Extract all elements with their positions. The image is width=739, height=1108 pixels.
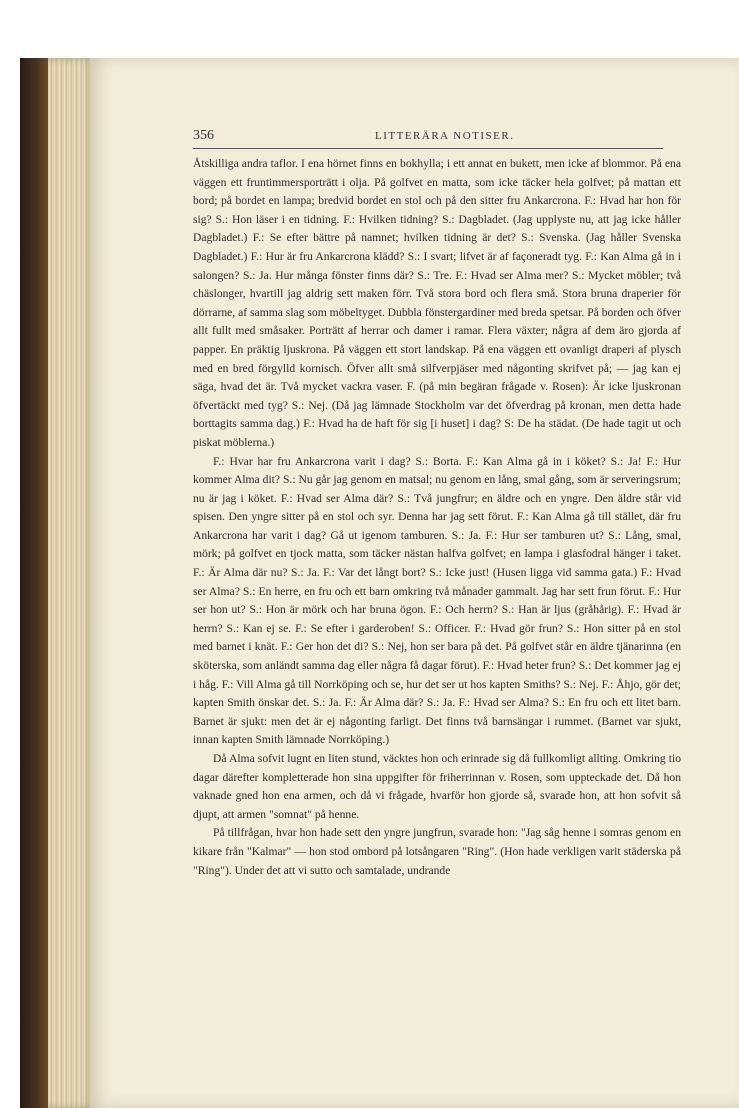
page-header (193, 128, 663, 149)
paragraph-1: Åtskilliga andra taflor. I ena hörnet finns en bokhylla; i ett annat en bukett, men icke af blommor. På ena väggen ett fruntimmersporträtt i olja. På golfvet en matta, som icke täcker hela golfvet; på mattan ett bord; på bordet en lampa; bredvid bordet en stol och på den sitter fru Ankarcrona. F.: Hvad har hon för sig? S.: Hon läser i en tidning. F.: Hvilken tidning? S.: Dagbladet. (Jag upplyste nu, att jag icke håller Dagbladet.) F.: Se efter bättre på namnet; hvilken tidning är det? S.: Svenska. (Jag håller Svenska Dagbladet.) F.: Hur är fru Ankarcrona klädd? S.: I svart; lifvet är af façoneradt tyg. F.: Kan Alma gå in i salongen? S.: Ja. Hur många fönster finns där? S.: Tre. F.: Hvad ser Alma mer? S.: Mycket möbler; två chäslonger, hvartill jag aldrig sett maken förr. Två stora bord och flera små. Stora bruna draperier för dörrarne, af samma slag som möbeltyget. Dubbla fönstergardiner med breda spetsar. På borden och öfver allt fullt med småsaker. Porträtt af herrar och damer i ramar. Flera växter; några af dem äro gjorda af papper. En präktig ljuskrona. På väggen ett stort landskap. På ena väggen ett ovanligt draperi af plysch med en bred förgylld kornisch. Öfver allt små silfverpjäser med någonting skrifvet på; — jag kan ej säga, hvad det är. Två mycket vackra vaser. F. (på min begäran frågade v. Rosen): Är icke ljuskronan öfvertäckt med tyg? S.: Nej. (Då jag lämnade Stockholm var det öfverdrag på kronan, men detta hade borttagits samma dag.) F.: Hvad ha de haft för sig [i huset] i dag? S: De ha städat. (De hade tagit ut och piskat möblerna.) (193, 157, 681, 449)
paragraph-3: Då Alma sofvit lugnt en liten stund, väcktes hon och erinrade sig då fullkomligt allting. Omkring tio dagar därefter kompletterade hon sina uppgifter för friherrinnan v. Rosen, som uppteckade det. Då hon vaknade gned hon ena armen, och då vi frågade, hvarför hon gjorde så, svarade hon, att hon sofvit så djupt, att armen "somnat" på henne. (193, 752, 681, 821)
running-title: LITTERÄRA NOTISER. (375, 130, 515, 142)
paragraph-4: På tillfrågan, hvar hon hade sett den yngre jungfrun, svarade hon: "Jag såg henne i somras genom en kikare från "Kalmar" — hon stod ombord på lotsångaren "Ring". (Hon hade verkligen varit städerska på "Ring"). Under det att vi sutto och samtalade, undrande (193, 826, 681, 877)
page-number: 356 (193, 128, 214, 143)
paragraph-2: F.: Hvar har fru Ankarcrona varit i dag? S.: Borta. F.: Kan Alma gå in i köket? S.: Ja! F.: Hur kommer Alma dit? S.: Nu går jag genom en matsal; nu genom en lång, smal gång, som är serveringsrum; nu är jag i köket. F.: Hvad ser Alma där? S.: Två jungfrur; en äldre och en yngre. Den äldre står vid spisen. Den yngre sitter på en stol och syr. Denna har jag sett förut. F.: Kan Alma gå till stället, där fru Ankarcrona har varit i dag? Gå ut igenom tamburen. S.: Ja. F.: Hur ser tamburen ut? S.: Lång, smal, mörk; på golfvet en tjock matta, som täcker nästan halfva golfvet; en lampa i glasfodral hänger i taket. F.: Är Alma där nu? S.: Ja. F.: Var det långt bort? S.: Icke just! (Husen ligga vid samma gata.) F.: Hvad ser Alma? S.: En herre, en fru och ett barn omkring två månader gammalt. Jag har sett frun förut. F.: Hur ser hon ut? S.: Hon är mörk och har bruna ögon. F.: Och herrn? S.: Han är ljus (gråhårig). F.: Hvad är herrn? S.: Kan ej se. F.: Se efter i garderoben! S.: Officer. F.: Hvad gör frun? S.: Hon sitter på en stol med barnet i knät. F.: Ger hon det di? S.: Nej, hon ser bara på det. På golfvet står en äldre tjänarinna (en sköterska, som anländt samma dag eller några få dagar förut). F.: Hvad heter frun? S.: Det kommer jag ej i håg. F.: Vill Alma gå till Norrköping och se, hur det ser ut hos kapten Smiths? S.: Nej. F.: Åhjo, gör det; kapten Smith önskar det. S.: Ja. F.: Är Alma där? S.: Ja. F.: Hvad ser Alma? S.: En fru och ett litet barn. Barnet är sjukt: men det är ej någonting farligt. Det finns två barnsängar i rummet. (Barnet var sjukt, innan kapten Smith lämnade Norrköping.) (193, 454, 681, 747)
page-edges (48, 58, 96, 1108)
book-spine (20, 58, 48, 1108)
body-text (193, 155, 681, 880)
